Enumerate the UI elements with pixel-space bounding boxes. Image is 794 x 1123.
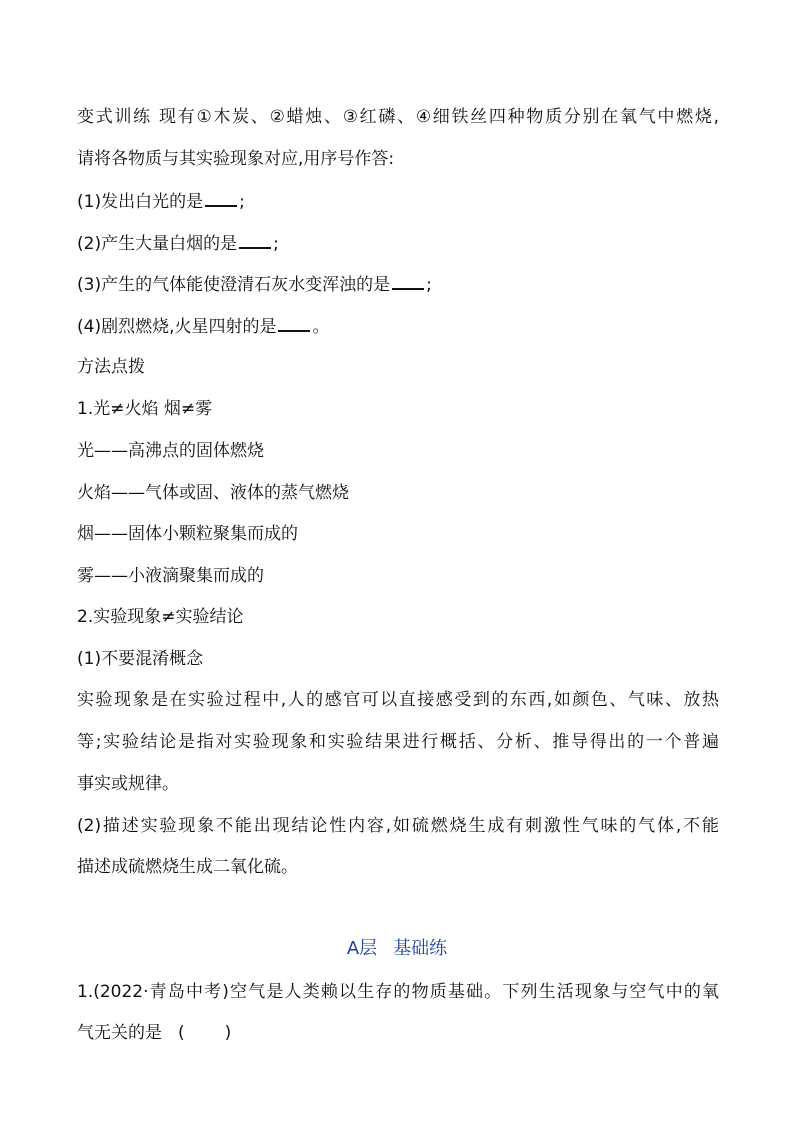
definition-fog: 雾——小液滴聚集而成的	[77, 566, 264, 586]
method-sub-1: (1)不要混淆概念	[77, 649, 204, 669]
question-item-3	[77, 273, 719, 296]
section-level: A层	[346, 938, 378, 959]
question-end: ;	[273, 234, 279, 254]
question-end: 。	[312, 317, 330, 337]
paragraph-1-line-1: 实验现象是在实验过程中,人的感官可以直接感受到的东西,如颜色、气味、放热	[77, 690, 719, 710]
question-end: ;	[239, 192, 245, 212]
paragraph-2-line-2: 描述成硫燃烧生成二氧化硫。	[77, 857, 298, 877]
question-end: ;	[426, 275, 432, 295]
question-item-1	[77, 190, 719, 213]
method-point-1-title: 1.光≠火焰 烟≠雾	[77, 399, 213, 419]
question-text: (3)产生的气体能使澄清石灰水变浑浊的是	[77, 275, 391, 295]
question-item-4	[77, 315, 719, 338]
paragraph-2-line-1: (2)描述实验现象不能出现结论性内容,如硫燃烧生成有刺激性气味的气体,不能	[77, 816, 719, 836]
definition-smoke: 烟——固体小颗粒聚集而成的	[77, 524, 298, 544]
method-point-2-title: 2.实验现象≠实验结论	[77, 607, 244, 627]
answer-blank[interactable]	[278, 315, 310, 332]
question-text: (1)发出白光的是	[77, 192, 204, 212]
question-1-stem: 气无关的是	[77, 1023, 162, 1043]
exercise-intro-line-2: 请将各物质与其实验现象对应,用序号作答:	[77, 149, 395, 169]
question-1-line-1: 1.(2022·青岛中考)空气是人类赖以生存的物质基础。下列生活现象与空气中的氧	[77, 982, 719, 1002]
question-text: (2)产生大量白烟的是	[77, 234, 238, 254]
question-1-line-2	[77, 1022, 719, 1044]
question-text: (4)剧烈燃烧,火星四射的是	[77, 317, 277, 337]
answer-blank[interactable]	[239, 232, 271, 249]
answer-parentheses[interactable]: ( )	[178, 1023, 232, 1043]
answer-blank[interactable]	[392, 273, 424, 290]
question-item-2	[77, 232, 719, 255]
paragraph-1-line-2: 等;实验结论是指对实验现象和实验结果进行概括、分析、推导得出的一个普遍	[77, 732, 719, 752]
exercise-intro-line-1: 变式训练 现有①木炭、②蜡烛、③红磷、④细铁丝四种物质分别在氧气中燃烧,	[77, 107, 719, 127]
method-heading: 方法点拨	[77, 357, 145, 377]
paragraph-1-line-3: 事实或规律。	[77, 774, 179, 794]
section-name: 基础练	[393, 938, 448, 959]
section-heading	[0, 938, 794, 960]
answer-blank[interactable]	[205, 190, 237, 207]
definition-light: 光——高沸点的固体燃烧	[77, 441, 264, 461]
definition-flame: 火焰——气体或固、液体的蒸气燃烧	[77, 483, 349, 503]
